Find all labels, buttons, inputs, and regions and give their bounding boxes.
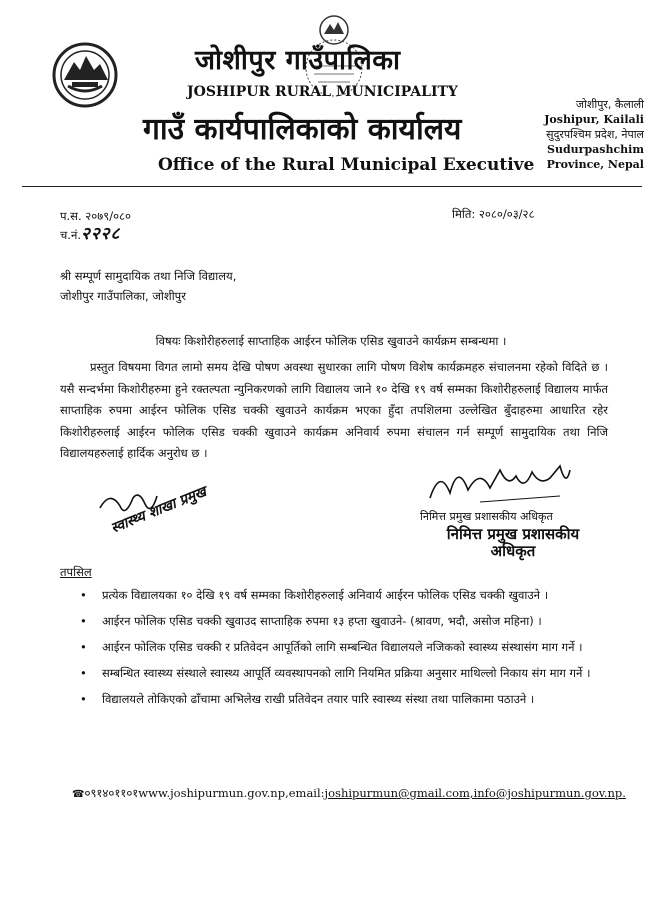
signatory-stamp-line-2: अधिकृत [490, 542, 536, 560]
tapasil-list [80, 585, 605, 715]
address-english-2: Sudurpashchim [547, 143, 644, 156]
footer-email-2[interactable]: info@joshipurmun.gov.np. [473, 786, 626, 800]
date-label: मिति: [452, 207, 476, 221]
list-item: • विद्यालयले तोकिएको ढाँचामा अभिलेख राखी प्रतिवेदन तयार पारि स्वास्थ्य संस्था तथा पालिकामा पठाउने । [80, 692, 535, 706]
address-nepali-2: सुदुरपश्चिम प्रदेश, नेपाल [546, 128, 644, 141]
address-english-3: Province, Nepal [546, 158, 644, 171]
list-item: • आईरन फोलिक एसिड चक्की र प्रतिवेदन आपूर्तिको लागि सम्बन्धित विद्यालयले नजिकको स्वास्थ्य संस्थासंग माग गर्ने । [80, 640, 583, 654]
date-block [452, 207, 535, 222]
nepal-emblem-icon [50, 40, 120, 110]
recipient-block [60, 266, 236, 306]
date-value: २०८०/०३/२८ [478, 207, 535, 221]
ps-label: प.स. [60, 209, 82, 223]
municipality-name-nepali: जोशीपुर गाउँपालिका [195, 45, 401, 76]
municipality-name-english: JOSHIPUR RURAL MUNICIPALITY [187, 84, 458, 100]
list-item: • आईरन फोलिक एसिड चक्की खुवाउद साप्ताहिक रुपमा १३ हप्ता खुवाउने- (श्रावण, भदौ, असोज महिना) । [80, 614, 542, 628]
recipient-line-2: जोशीपुर गाउँपालिका, जोशीपुर [60, 289, 186, 303]
body-paragraph [60, 357, 608, 465]
footer-email-1[interactable]: joshipurmun@gmail.com, [324, 786, 474, 800]
recipient-line-1: श्री सम्पूर्ण सामुदायिक तथा निजि विद्यालय, [60, 269, 237, 283]
signatory-stamp [438, 526, 588, 560]
list-item: • सम्बन्धित स्वास्थ्य संस्थाले स्वास्थ्य आपूर्ति व्यवस्थापनको लागि नियमित प्रक्रिया अनुसार माथिल्लो निकाय संग माग गर्ने । [80, 666, 591, 680]
cn-value: २२२८ [81, 224, 121, 244]
reference-block [60, 207, 131, 244]
list-item: • प्रत्येक विद्यालयका १० देखि १९ वर्ष सम्मका किशोरीहरुलाई अनिवार्य आईरन फोलिक एसिड चक्की खुवाउने । [80, 588, 549, 602]
office-name-nepali: गाउँ कार्यपालिकाको कार्यालय [143, 112, 462, 147]
telephone-icon: ☎ [72, 789, 85, 800]
header-divider [22, 186, 642, 187]
signature-right-icon [420, 458, 575, 508]
address-english-1: Joshipur, Kailali [544, 113, 644, 126]
footer-email-label: email: [288, 786, 325, 800]
ps-value: २०७९/०८० [85, 209, 132, 223]
signatory-title: निमित्त प्रमुख प्रशासकीय अधिकृत [420, 510, 553, 523]
body-text: प्रस्तुत विषयमा विगत लामो समय देखि पोषण अवस्था सुधारका लागि पोषण विशेष कार्यक्रमहरु संचालनमा रहेको विदिते छ । यसै सन्दर्भमा किशोरीहरुमा हुने रक्तल्पता न्युनिकरणको लागि विद्यालय जाने १० देखि १९ वर्ष सम्मका किशोरीहरुलाई विद्यालय मार्फत साप्ताहिक रुपमा आईरन फोलिक एसिड चक्की खुवाउने कार्यक्रम भएका हुँदा तपशिलमा उल्लेखित बुँदाहरुमा आधारित रहेर किशोरीहरुलाई आईरन फोलिक एसिड चक्की खुवाउने कार्यक्रम अनिवार्य रुपमा संचालन गर्न सम्पूर्ण सामुदायिक तथा निजि विद्यालयहरुलाई हार्दिक अनुरोध छ । [60, 360, 608, 460]
address-nepali-1: जोशीपुर, कैलाली [575, 98, 644, 111]
health-section-stamp: स्वास्थ्य शाखा प्रमुख [108, 483, 209, 537]
footer-contact [72, 786, 626, 801]
address-block [494, 97, 644, 172]
signatory-stamp-line-1: निमित्त प्रमुख प्रशासकीय [446, 525, 580, 543]
footer-web[interactable]: www.joshipurmun.gov.np, [138, 786, 289, 800]
office-name-english: Office of the Rural Municipal Executive [158, 155, 535, 175]
footer-phone: ०९१४०११०१ [84, 786, 139, 800]
subject-line: विषयः किशोरीहरुलाई साप्ताहिक आईरन फोलिक एसिड खुवाउने कार्यक्रम सम्बन्धमा । [155, 334, 507, 348]
tapasil-heading: तपसिल [60, 565, 92, 579]
cn-label: च.नं. [60, 228, 81, 242]
